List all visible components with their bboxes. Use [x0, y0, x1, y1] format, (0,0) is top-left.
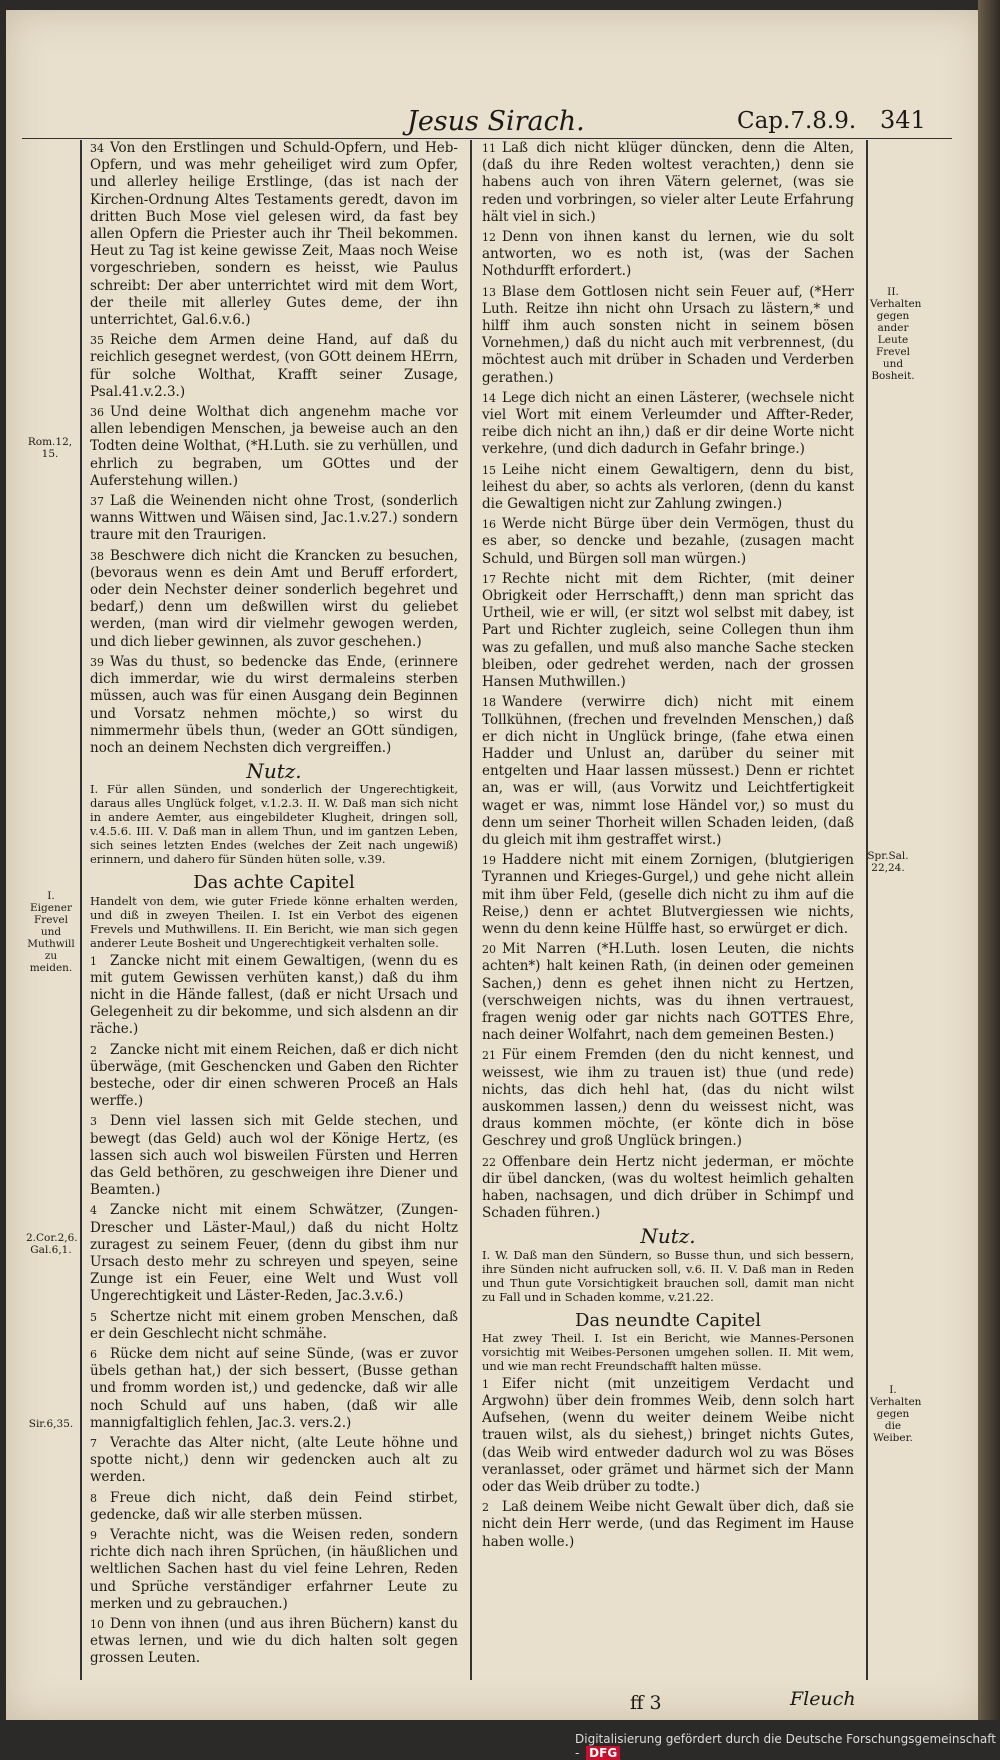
left-column-border [80, 140, 82, 1680]
nutz-heading-right: Nutz. [640, 1224, 696, 1249]
verse-number: 14 [482, 391, 496, 405]
chapter-range: Cap.7.8.9. [737, 108, 857, 134]
verse-text: Von den Erstlingen und Schuld-Opfern, und Heb-Opfern, und was mehr geheiliget wird zum Opfer, und allerley heilige Erstlinge, (das ist nach der Kirchen-Ordnung Altes Testaments geredt, davon im dritten Buch Mose viel gelesen wird, da fast bey allen Opfern die Priester auch ihr Theil bekommen. Heut zu Tag ist keine gewisse Zeit, Maas noch Weise vorgeschrieben, sondern es heisst, wie Paulus schreibt: Der aber unterrichtet wird mit dem Wort, der theile mit allerley Gutes deme, der ihn unterrichtet, Gal.6.v.6.) [90, 140, 458, 329]
verse-text: Und deine Wolthat dich angenehm mache vor allen lebendigen Menschen, ja beweise auch an den Todten deine Wolthat, (*H.Luth. sie zu verhüllen, und ehrlich zu begraben, um GOttes und der Auferstehung willen.) [90, 404, 458, 489]
verse [90, 953, 458, 1039]
verse-text: Denn viel lassen sich mit Gelde stechen, und bewegt (das Geld) auch wol der Könige Hertz, (es lassen sich auch wol bisweilen Fürsten und Herren das Geld bethören, zu geschweigen ihre Diener und Beamten.) [90, 1113, 458, 1199]
verse [482, 284, 854, 387]
margin-note-eigener-frevel: I. Eigener Frevel und Muthwill zu meiden. [27, 890, 75, 974]
running-header [22, 104, 952, 139]
verse-text: Blase dem Gottlosen nicht sein Feuer auf, (*Herr Luth. Reitze ihn nicht ohn Ursach zu lästern,* und hilff ihm auch sonsten nicht in seinem bösen Vornehmen,) daß du nicht auch mit verbrennest, (du möchtest auch mit drüber in Schaden und Verderben gerathen.) [482, 283, 854, 386]
verse-number: 39 [90, 655, 104, 669]
book-binding [978, 0, 1000, 1720]
nutz-text-left: I. Für allen Sünden, und sonderlich der Ungerechtigkeit, daraus alles Unglück folget, v.1.2.3. II. W. Daß man sich nicht in andere Aemter, aus eingebildeter Klugheit, dringen soll, v.4.5.6. III. V. Daß man in allem Thun, und im gantzen Leben, sich seines letzten Endes (welches der Zeit nach ungewiß) erinnern, und dahero für Sünden hüten solle, v.39. [90, 782, 458, 867]
chapter-8-summary: Handelt von dem, wie guter Friede könne erhalten werden, und diß in zweyen Theilen. I. Ist ein Verbot des eigenen Frevels und Muthwillens. II. Ein Bericht, wie man sich gegen anderer Leute Bosheit und Ungerechtigkeit verhalten solle. [90, 893, 458, 950]
verse [482, 1376, 854, 1496]
verse-number: 8 [90, 1491, 97, 1505]
verse-text: Was du thust, so bedencke das Ende, (erinnere dich immerdar, wie du wirst dermaleins sterben müssen, auch was für einen Ausgang dein Beginnen und Vorsatz nehmen möchte,) so wirst du nimmermehr übels thun, (weder an GOtt sündigen, noch an deinem Nechsten dich vergreiffen.) [90, 653, 458, 756]
verse-text: Eifer nicht (mit unzeitigem Verdacht und Argwohn) über dein frommes Weib, denn solch hart Aufsehen, (wenn du weiter deinem Weibe nicht trauen wilst, als du siehest,) bringet nichts Gutes, (das Weib wird entweder dadurch wol zu was Böses veranlasset, oder grämet und härmet sich der Mann oder das Weib drüber zu todte.) [482, 1375, 854, 1496]
verse [90, 493, 458, 545]
verse-text: Zancke nicht mit einem Reichen, daß er dich nicht überwäge, (mit Geschencken und Gaben den Richter besteche, oder dir einen schweren Proceß an Hals werffe.) [90, 1041, 458, 1110]
margin-note-verhalten: II. Verhalten gegen ander Leute Frevel und Bosheit. [870, 286, 922, 382]
verse-number: 18 [482, 696, 496, 710]
column-divider [470, 140, 472, 1680]
verse-text: Zancke nicht mit einem Gewaltigen, (wenn du es mit gutem Gewissen verhüten kanst,) daß du ihm nicht in die Hände fallest, (daß er nicht Ursach und Gelegenheit zu dir bekomme, und sich alsdenn an dir räche.) [90, 952, 458, 1038]
left-column [90, 140, 458, 1671]
digitization-credit [575, 1732, 1000, 1760]
verse [90, 1309, 458, 1343]
verse-text: Lege dich nicht an einen Lästerer, (wechsele nicht viel Wort mit einem Verleumder und Affter-Reder, reibe dich nicht an ihn,) daß er dir deine Worte nicht verkehre, (und dich dadurch in Gefahr bringe.) [482, 389, 854, 458]
page-number: 341 [880, 106, 926, 134]
verse [482, 229, 854, 281]
verse-number: 19 [482, 854, 496, 868]
verse-text: Reiche dem Armen deine Hand, auf daß du reichlich gesegnet werdest, (von GOtt deinem HErrn, für solche Wolthat, Krafft seiner Zusage, Psal.41.v.2.3.) [90, 332, 458, 400]
verse-text: Laß die Weinenden nicht ohne Trost, (sonderlich wanns Wittwen und Wäisen sind, Jac.1.v.27.) sondern traure mit den Traurigen. [90, 493, 458, 544]
verse [482, 1047, 854, 1150]
chapter-9-title: Das neundte Capitel [574, 1309, 762, 1331]
verse-text: Denn von ihnen kanst du lernen, wie du solt antworten, wo es noth ist, (was der Sachen Nothdurfft erfordert.) [482, 229, 854, 280]
verse [90, 1490, 458, 1524]
verse [482, 516, 854, 568]
verse-number: 2 [482, 1501, 489, 1515]
verse-text: Verachte das Alter nicht, (alte Leute höhne und spotte nicht,) denn wir gedencken auch alt zu werden. [90, 1435, 458, 1486]
verse [90, 404, 458, 490]
verse-number: 5 [90, 1310, 97, 1324]
verse [482, 571, 854, 691]
verse-number: 37 [90, 495, 104, 509]
verse [482, 1154, 854, 1223]
verse [90, 1042, 458, 1111]
chapter-8-title: Das achte Capitel [193, 872, 355, 894]
verse-text: Verachte nicht, was die Weisen reden, sondern richte dich nach ihren Sprüchen, (in häußlichen und weltlichen Sachen hast du viel feine Lehren, Reden und Sprüche verständiger erfahrner Leute zu merken und zu gebrauchen.) [90, 1527, 458, 1612]
verse [90, 1202, 458, 1305]
verse-number: 21 [482, 1049, 496, 1063]
verse [90, 1435, 458, 1487]
verse-text: Mit Narren (*H.Luth. losen Leuten, die nichts achten*) halt keinen Rath, (in deinen oder gemeinen Sachen,) denn es gehet ihnen nicht zu Hertzen, (verschweigen nichts, was du ihnen vertrauest, fragen wenig oder gar nichts nach GOTTES Ehre, nach deiner Wolfahrt, nach dem gemeinen Besten.) [482, 941, 854, 1044]
verse-number: 10 [90, 1618, 104, 1632]
verse-text: Wandere (verwirre dich) nicht mit einem Tollkühnen, (frechen und frevelnden Menschen,) daß er dich nicht in Unglück bringe, (fahe etwa einen Hadder und Unlust an, darüber du seiner mit entgelten und Haar lassen müssest.) Denn er richtet an, was er will, (aus Vorwitz und Leichtfertigkeit waget er was, nimmt lose Händel vor,) so must du denn um seiner Thorheit willen Schaden leiden, (daß du gleich mit ihm gestraffet wirst.) [482, 694, 854, 848]
verse-number: 1 [482, 1377, 489, 1391]
verse-text: Haddere nicht mit einem Zornigen, (blutgierigen Tyrannen und Krieges-Gurgel,) und gehe nicht allein mit ihm über Feld, (geselle dich nicht zu ihm auf die Reise,) denn er achtet Blutvergiessen wie nichts, wenn du denn keine Hülffe hast, so erwürget er dich. [482, 852, 854, 937]
nutz-text-right: I. W. Daß man den Sündern, so Busse thun, und sich bessern, ihre Sünden nicht aufrucken soll, v.6. II. V. Daß man in Reden und Thun gute Vorsichtigkeit brauchen soll, damit man nicht zu Fall und in Schaden komme, v.21.22. [482, 1247, 854, 1304]
verse-text: Denn von ihnen (und aus ihren Büchern) kanst du etwas lernen, und wie du dich halten solt gegen grossen Leuten. [90, 1616, 458, 1667]
verse-text: Offenbare dein Hertz nicht jederman, er möchte dir übel dancken, (was du woltest heimlich gehalten haben, nachsagen, und dich drüber in Schimpf und Schaden führen.) [482, 1153, 854, 1222]
verse [482, 694, 854, 849]
verse-text: Beschwere dich nicht die Krancken zu besuchen, (bevoraus wenn es dein Amt und Beruff erfordert, oder dein Nechster deiner sonderlich begehret und bedarf,) denn um deßwillen wirst du geliebet werden, (man wird dir vielmehr gewogen werden, und dich lieber gewinnen, als zuvor geschehen.) [90, 547, 458, 650]
verse-text: Leihe nicht einem Gewaltigern, denn du bist, leihest du aber, so achts als verloren, (denn du kanst die Gewaltigen nicht zur Zahlung zwingen.) [482, 461, 854, 513]
verse [90, 1346, 458, 1432]
verse [482, 462, 854, 514]
margin-note-rom: Rom.12, 15. [27, 436, 73, 460]
verse [482, 941, 854, 1044]
verse-number: 7 [90, 1437, 97, 1450]
right-column [482, 140, 854, 1554]
verse-text: Werde nicht Bürge über dein Vermögen, thust du es aber, so dencke und bezahle, (zusagen macht Schuld, und Bürgen soll man würgen.) [482, 516, 854, 567]
verse-number: 4 [90, 1204, 97, 1218]
right-column-border [866, 140, 868, 1680]
verse-number: 3 [90, 1115, 97, 1129]
verse-number: 2 [90, 1043, 97, 1057]
verse-number: 34 [90, 142, 104, 155]
verse-number: 13 [482, 285, 496, 299]
verse-text: Rechte nicht mit dem Richter, (mit deiner Obrigkeit oder Herrschafft,) denn man spricht das Urtheil, wie er will, (er sitzt wol selbst mit dabey, ist Part und Richter zugleich, seine Collegen thun ihm was zu gefallen, und muß also manche Sache stecken bleiben, oder gedrehet werden, nach der grossen Hansen Muthwillen.) [482, 570, 854, 691]
chapter-9-summary: Hat zwey Theil. I. Ist ein Bericht, wie Mannes-Personen vorsichtig mit Weibes-Personen umgehen sollen. II. Mit wem, und wie man recht Freundschafft halten müsse. [482, 1330, 854, 1373]
verse-number: 12 [482, 231, 496, 245]
verse-text: Schertze nicht mit einem groben Menschen, daß er dein Geschlecht nicht schmähe. [90, 1308, 458, 1342]
margin-note-weiber: I. Verhalten gegen die Weiber. [870, 1384, 922, 1444]
verse-number: 36 [90, 406, 104, 420]
verse [482, 390, 854, 459]
verse-number: 17 [482, 572, 496, 586]
verse [482, 852, 854, 938]
verse-number: 1 [90, 954, 97, 968]
verse [90, 1113, 458, 1199]
verse [482, 1499, 854, 1551]
verse-number: 9 [90, 1529, 97, 1543]
verse-text: Freue dich nicht, daß dein Feind stirbet, gedencke, daß wir alle sterben müssen. [90, 1489, 458, 1523]
verse-text: Zancke nicht mit einem Schwätzer, (Zungen-Drescher und Läster-Maul,) daß du nicht Holtz zuragest zu seinem Feuer, (denn du gibst ihm nur Ursach desto mehr zu schreyen und speyen, seine Zunge ist ein Feuer, eine Welt und Wust voll Ungerechtigkeit und Läster-Reden, Jac.3.v.6.) [90, 1202, 458, 1305]
verse [90, 548, 458, 651]
verse [90, 332, 458, 401]
credit-text: Digitalisierung gefördert durch die Deutsche Forschungsgemeinschaft - [575, 1732, 997, 1760]
verse-text: Laß dich nicht klüger düncken, denn die Alten, (daß du ihre Reden woltest verachten,) denn sie habens auch von ihren Vätern gelernet, (was sie reden und vorbringen, so vieler alter Leute Erfahrung hält viel in sich.) [482, 140, 854, 225]
verse [482, 140, 854, 226]
verse-number: 20 [482, 943, 496, 957]
verse-number: 15 [482, 463, 496, 477]
catchword: Fleuch [790, 1688, 856, 1710]
verse-number: 35 [90, 334, 104, 348]
book-title: Jesus Sirach. [407, 106, 585, 137]
verse-text: Laß deinem Weibe nicht Gewalt über dich, daß sie nicht dein Herr werde, (und das Regiment im Hause haben wolle.) [482, 1499, 854, 1550]
verse [90, 1527, 458, 1613]
margin-note-spr: Spr.Sal. 22,24. [867, 850, 909, 874]
verse-text: Für einem Fremden (den du nicht kennest, und weissest, wie ihm zu trauen ist) thue (und rede) nichts, das dich hehl hat, (das du nicht wilst auskommen lassen,) denn du weissest nicht, was draus kommen möchte, (er könte dich in böse Geschrey und groß Unglück bringen.) [482, 1047, 854, 1150]
verse [90, 140, 458, 329]
nutz-heading-left: Nutz. [246, 759, 302, 784]
verse [90, 654, 458, 757]
verse [90, 1616, 458, 1668]
verse-number: 38 [90, 549, 104, 563]
dfg-logo: DFG [586, 1746, 620, 1760]
verse-number: 6 [90, 1347, 97, 1361]
verse-text: Rücke dem nicht auf seine Sünde, (was er zuvor übels gethan hat,) der sich bessert, (Busse gethan und fromm worden ist,) und gedencke, daß wir alle noch Schuld auf uns haben, (daß wir alle mannigfaltiglich fehlen, Jac.3. vers.2.) [90, 1345, 458, 1431]
verse-number: 11 [482, 142, 496, 155]
verse-number: 16 [482, 518, 496, 532]
margin-note-cor: 2.Cor.2,6. Gal.6,1. [26, 1232, 78, 1256]
margin-note-sir: Sir.6,35. [28, 1418, 74, 1430]
signature-mark: ff 3 [630, 1692, 662, 1714]
verse-number: 22 [482, 1155, 496, 1169]
